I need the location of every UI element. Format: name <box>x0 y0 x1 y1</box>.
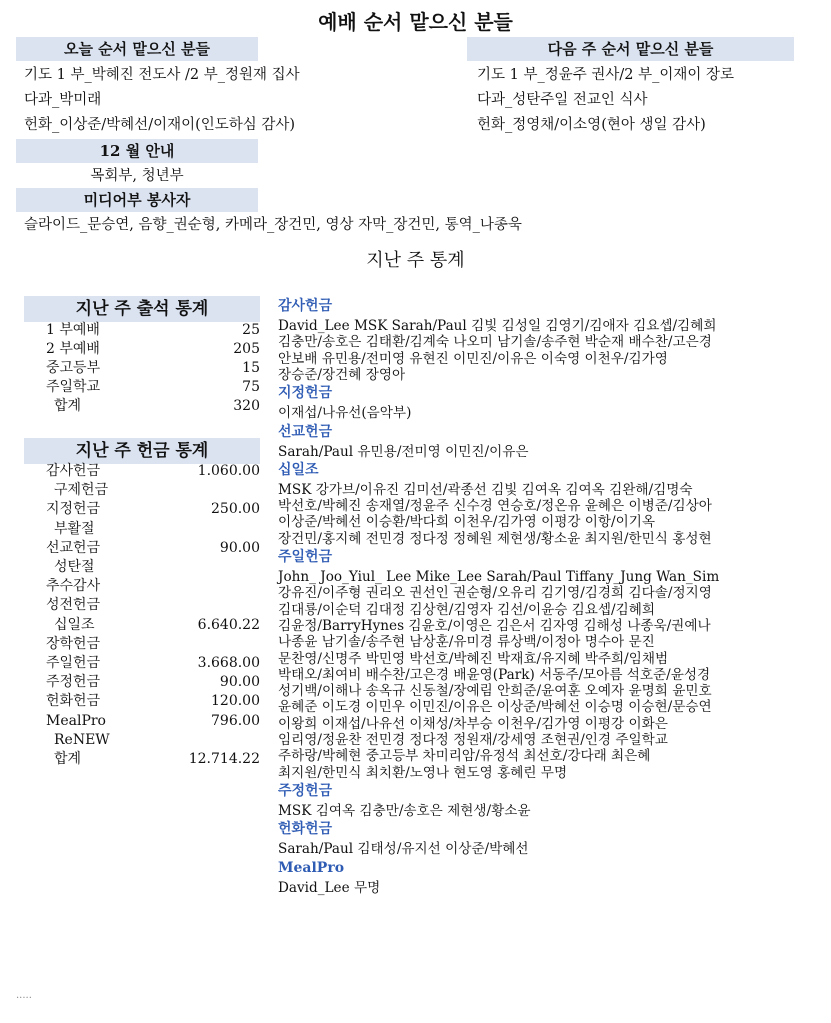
offering-label: 지정헌금 <box>46 501 101 518</box>
donor-heading: 선교헌금 <box>278 423 333 440</box>
offering-row <box>24 558 260 577</box>
offering-label: 십일조 <box>54 616 95 633</box>
attendance-row <box>24 378 260 397</box>
today-line: 기도 1 부_박혜진 전도사 /2 부_정원재 집사 <box>24 67 300 83</box>
page-title: 예배 순서 맡으신 분들 <box>318 10 513 34</box>
donor-heading: MealPro <box>278 859 345 876</box>
attendance-value: 75 <box>242 379 260 395</box>
donor-line: 윤혜준 이도경 이민우 이민진/이유은 이상준/박혜선 이승명 이승현/문승연 <box>278 699 712 716</box>
offering-label: MealPro <box>46 712 106 729</box>
offering-label: 성전헌금 <box>46 597 101 614</box>
offering-row <box>24 750 260 769</box>
offering-value: 3.668.00 <box>197 655 260 671</box>
attendance-row <box>24 321 260 340</box>
offering-label: 추수감사 <box>46 578 101 595</box>
offering-row <box>24 596 260 615</box>
offering-label: 성탄절 <box>54 559 95 575</box>
attendance-label: 1 부예배 <box>46 322 100 338</box>
offering-value: 12.714.22 <box>188 751 260 767</box>
offering-label: 감사헌금 <box>46 463 101 479</box>
donor-line: 김충만/송호은 김태환/김계숙 나오미 남기솔/송주현 박순재 배수찬/고은경 <box>278 334 712 351</box>
today-line: 다과_박미래 <box>24 92 102 108</box>
attendance-header: 지난 주 출석 통계 <box>24 296 260 322</box>
donor-line: 안보배 유민용/전미영 유현진 이민진/이유은 이숙영 이천우/김가영 <box>278 350 668 367</box>
donor-line: 장승준/장건혜 장영아 <box>278 366 406 383</box>
donor-line: 이상준/박혜선 이승환/박다희 이천우/김가영 이평강 이항/이기옥 <box>278 514 656 531</box>
donor-line: 이재섭/나유선(음악부) <box>278 405 412 422</box>
offering-row <box>24 731 260 750</box>
offering-row <box>24 481 260 500</box>
next-week-line: 다과_성탄주일 전교인 식사 <box>477 92 648 108</box>
last-week-title: 지난 주 통계 <box>366 250 465 271</box>
donor-line: John_ Joo_Yiul_ Lee Mike_Lee Sarah/Paul Tiffany_Jung Wan_Sim <box>278 569 720 585</box>
donor-line: MSK 강가브/이유진 김미선/곽종선 김빛 김여옥 김여옥 김완해/김명숙 <box>278 481 693 498</box>
today-header: 오늘 순서 맡으신 분들 <box>16 37 258 61</box>
donor-line: 이왕희 이재섭/나유선 이채성/차부승 이천우/김가영 이평강 이화은 <box>278 715 668 732</box>
today-line: 헌화_이상준/박혜선/이재이(인도하심 감사) <box>24 117 296 133</box>
december-text: 목회부, 청년부 <box>90 168 184 184</box>
attendance-row <box>24 340 260 359</box>
offering-row <box>24 462 260 481</box>
offering-label: 구제헌금 <box>54 482 109 499</box>
donor-line: 박태오/최여비 배수찬/고은경 배윤영(Park) 서동주/모아름 석호준/윤성경 <box>278 666 711 683</box>
attendance-label: 주일학교 <box>46 379 101 395</box>
donor-line: Sarah/Paul 김태성/유지선 이상준/박혜선 <box>278 841 529 858</box>
donor-heading: 헌화헌금 <box>278 821 333 838</box>
offering-value: 1.060.00 <box>197 463 260 479</box>
donor-line: 나종윤 남기솔/송주현 남상훈/유미경 류상백/이정아 명수아 문진 <box>278 634 655 651</box>
offering-label: 부활절 <box>54 520 95 537</box>
donor-line: 최지원/한민식 최치환/노영나 현도영 홍혜린 무명 <box>278 764 568 781</box>
offering-row <box>24 539 260 558</box>
attendance-value: 320 <box>233 398 260 414</box>
media-header: 미디어부 봉사자 <box>16 188 258 212</box>
offering-label: ReNEW <box>54 731 110 748</box>
donor-line: 김대룡/이순덕 김대정 김상현/김영자 김선/이윤승 김요셉/김혜희 <box>278 601 656 618</box>
offering-label: 주정헌금 <box>46 674 101 691</box>
donor-line: 김윤정/BarryHynes 김윤호/이영은 김은서 김자영 김해성 나종욱/권예나 <box>278 617 711 634</box>
attendance-value: 15 <box>242 360 260 376</box>
donor-line: 성기백/이해나 송옥규 신동철/장예림 안희준/윤여훈 오예자 윤명희 윤민호 <box>278 683 712 700</box>
offering-row <box>24 692 260 711</box>
offering-label: 헌화헌금 <box>46 693 101 710</box>
footer-mark: ..... <box>16 990 32 1001</box>
offering-row <box>24 654 260 673</box>
offering-row <box>24 712 260 731</box>
offering-row <box>24 616 260 635</box>
offering-row <box>24 635 260 654</box>
offering-value: 90.00 <box>219 674 260 691</box>
december-header: 12 월 안내 <box>16 139 258 163</box>
media-text: 슬라이드_문승연, 음향_권순형, 카메라_장건민, 영상 자막_장건민, 통역_나종욱 <box>24 217 522 233</box>
offering-row <box>24 500 260 519</box>
attendance-label: 중고등부 <box>46 360 101 376</box>
next-week-line: 헌화_정영채/이소영(현아 생일 감사) <box>477 117 706 133</box>
offering-row <box>24 520 260 539</box>
donor-line: 임리영/정윤찬 전민경 정다정 정원재/강세영 조현권/인경 주일학교 <box>278 732 668 748</box>
offering-header: 지난 주 헌금 통계 <box>24 438 260 464</box>
donor-line: 문찬영/신명주 박민영 박선호/박혜진 박재효/유지혜 박주희/임채범 <box>278 650 669 667</box>
attendance-label: 합계 <box>54 398 82 414</box>
next-week-line: 기도 1 부_정윤주 권사/2 부_이재이 장로 <box>477 67 734 83</box>
attendance-value: 25 <box>242 322 260 338</box>
offering-label: 선교헌금 <box>46 539 101 556</box>
donor-heading: 십일조 <box>278 461 319 478</box>
attendance-label: 2 부예배 <box>46 341 100 357</box>
offering-value: 250.00 <box>211 501 260 518</box>
offering-value: 6.640.22 <box>197 616 260 633</box>
donor-line: 주하랑/박혜현 중고등부 차미리암/유정석 최선호/강다래 최은혜 <box>278 748 651 765</box>
offering-row <box>24 577 260 596</box>
offering-value: 796.00 <box>211 712 260 729</box>
donor-heading: 감사헌금 <box>278 298 333 314</box>
donor-line: 장건민/홍지혜 전민경 정다정 정혜원 제현생/황소윤 최지원/한민식 홍성현 <box>278 530 712 547</box>
offering-label: 합계 <box>54 751 82 767</box>
donor-line: 강유진/이주형 권리오 권선인 권순형/오유리 김기영/김경희 김다솔/정지영 <box>278 585 712 602</box>
donor-line: David_Lee 무명 <box>278 879 381 896</box>
attendance-value: 205 <box>233 341 260 357</box>
donor-line: MSK 김여옥 김충만/송호은 제현생/황소윤 <box>278 802 531 819</box>
donor-heading: 주정헌금 <box>278 782 333 799</box>
attendance-row <box>24 397 260 416</box>
donor-line: 박선호/박혜진 송재열/정윤주 신수경 연승호/정온유 윤혜은 이병준/김상아 <box>278 498 712 515</box>
offering-value: 120.00 <box>211 693 260 710</box>
donor-line: Sarah/Paul 유민용/전미영 이민진/이유은 <box>278 443 529 460</box>
attendance-row <box>24 359 260 378</box>
donor-line: David_Lee MSK Sarah/Paul 김빛 김성일 김영기/김애자 김요셉/김혜희 <box>278 318 717 334</box>
offering-label: 장학헌금 <box>46 635 101 652</box>
offering-row <box>24 673 260 692</box>
offering-label: 주일헌금 <box>46 655 101 671</box>
donor-heading: 주일헌금 <box>278 549 333 565</box>
next-week-header: 다음 주 순서 맡으신 분들 <box>467 37 794 61</box>
donor-heading: 지정헌금 <box>278 385 333 402</box>
offering-value: 90.00 <box>219 539 260 556</box>
